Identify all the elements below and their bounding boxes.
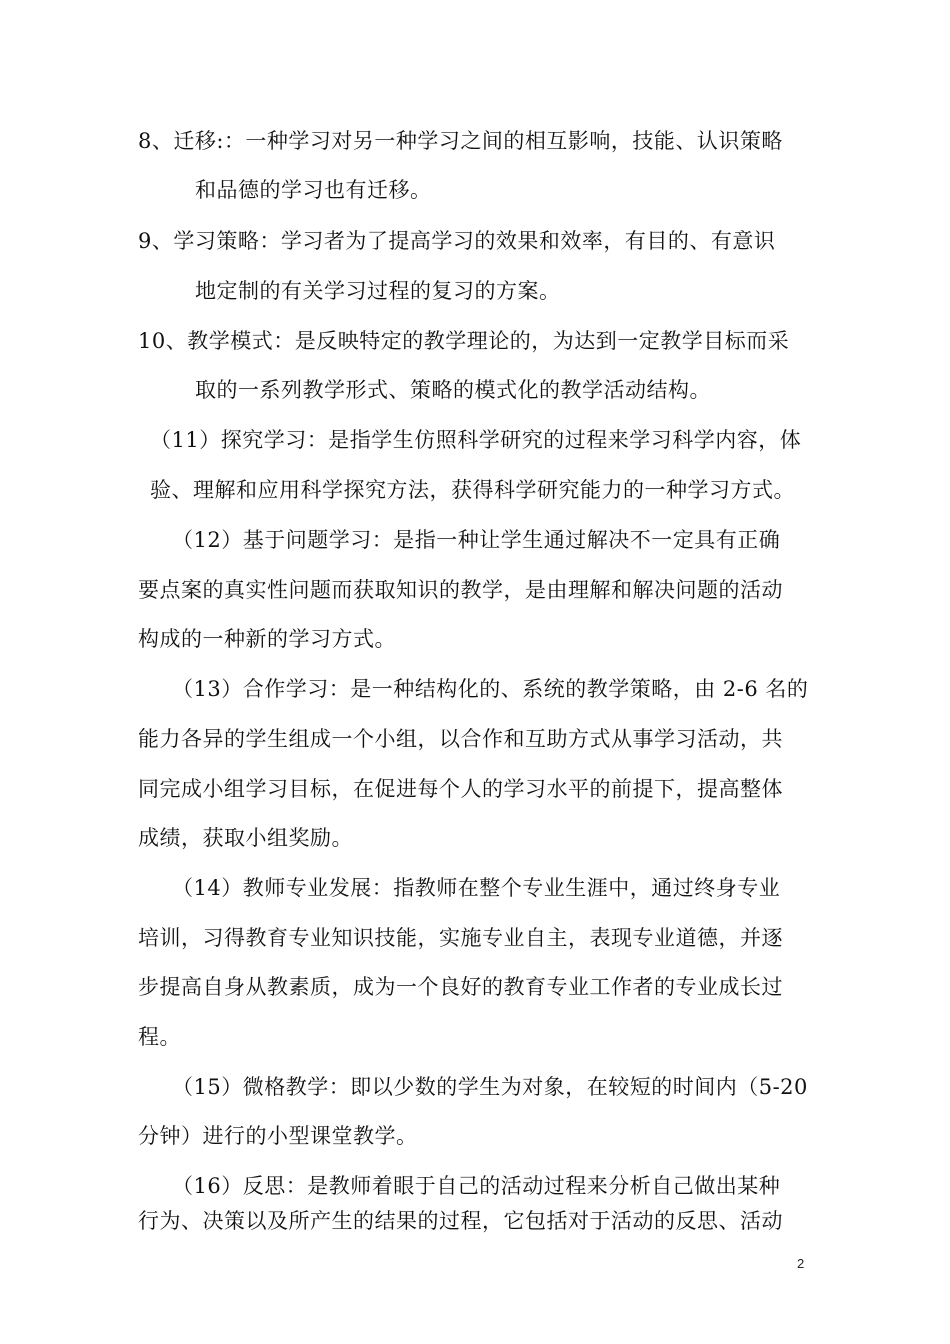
entry-11-line-2: 验、理解和应用科学探究方法，获得科学研究能力的一种学习方式。	[150, 478, 795, 502]
entry-10-line-1: 10、教学模式：是反映特定的教学理论的，为达到一定教学目标而采	[138, 329, 790, 353]
entry-13-line-3: 同完成小组学习目标，在促进每个人的学习水平的前提下，提高整体	[138, 777, 783, 801]
entry-16-line-2: 行为、决策以及所产生的结果的过程，它包括对于活动的反思、活动	[138, 1209, 783, 1233]
entry-8-line-2: 和品德的学习也有迁移。	[195, 178, 432, 202]
entry-9-line-2: 地定制的有关学习过程的复习的方案。	[195, 279, 561, 303]
entry-14-line-2: 培训，习得教育专业知识技能，实施专业自主，表现专业道德，并逐	[138, 926, 783, 950]
entry-14-line-3: 步提高自身从教素质，成为一个良好的教育专业工作者的专业成长过	[138, 975, 783, 999]
entry-13-line-1: （13）合作学习：是一种结构化的、系统的教学策略，由 2-6 名的	[172, 677, 809, 701]
page-number: 2	[797, 1256, 805, 1271]
entry-12-line-1: （12）基于问题学习：是指一种让学生通过解决不一定具有正确	[172, 528, 781, 552]
entry-13-line-4: 成绩，获取小组奖励。	[138, 826, 353, 850]
entry-15-line-1: （15）微格教学：即以少数的学生为对象，在较短的时间内（5-20	[172, 1075, 808, 1099]
entry-9-line-1: 9、学习策略：学习者为了提高学习的效果和效率，有目的、有意识	[138, 229, 776, 253]
entry-14-line-1: （14）教师专业发展：指教师在整个专业生涯中，通过终身专业	[172, 876, 781, 900]
entry-12-line-3: 构成的一种新的学习方式。	[138, 627, 396, 651]
entry-12-line-2: 要点案的真实性问题而获取知识的教学，是由理解和解决问题的活动	[138, 578, 783, 602]
entry-14-line-4: 程。	[138, 1025, 181, 1049]
entry-15-line-2: 分钟）进行的小型课堂教学。	[138, 1124, 418, 1148]
entry-11-line-1: （11）探究学习：是指学生仿照科学研究的过程来学习科学内容，体	[150, 428, 802, 452]
entry-13-line-2: 能力各异的学生组成一个小组，以合作和互助方式从事学习活动，共	[138, 727, 783, 751]
entry-8-line-1: 8、迁移:：一种学习对另一种学习之间的相互影响，技能、认识策略	[138, 129, 783, 153]
entry-16-line-1: （16）反思：是教师着眼于自己的活动过程来分析自己做出某种	[172, 1174, 781, 1198]
entry-10-line-2: 取的一系列教学形式、策略的模式化的教学活动结构。	[195, 378, 711, 402]
